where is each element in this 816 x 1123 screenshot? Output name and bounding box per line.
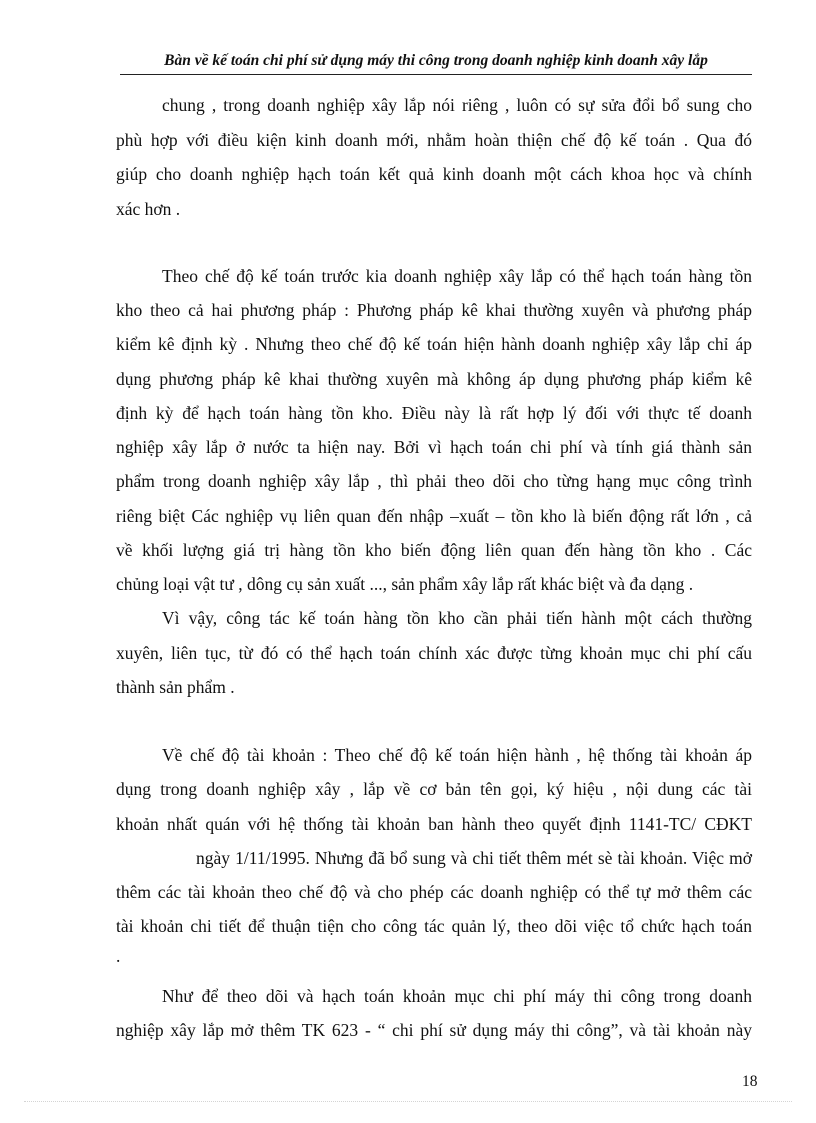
text-line: giúp cho doanh nghiệp hạch toán kết quả kinh doanh một cách khoa học và chính [116,164,752,184]
text-line: tài khoản chi tiết để thuận tiện cho công tác quản lý, theo dõi việc tổ chức hạch toán [116,916,752,936]
text-line: phẩm trong doanh nghiệp xây lắp , thì phải theo dõi cho từng hạng mục công trình [116,471,752,491]
text-line: dụng trong doanh nghiệp xây , lắp về cơ bản tên gọi, ký hiệu , nội dung các tài [116,779,752,799]
text-line: chủng loại vật tư , dông cụ sản xuất ..., sản phẩm xây lắp rất khác biệt và đa dạng . [116,574,694,594]
text-line: phù hợp với điều kiện kinh doanh mới, nhằm hoàn thiện chế độ kế toán . Qua đó [116,130,752,150]
text-line: về khối lượng giá trị hàng tồn kho biến động liên quan đến hàng tồn kho . Các [116,540,752,560]
text-line: Như để theo dõi và hạch toán khoản mục chi phí máy thi công trong doanh [162,986,752,1006]
text-line: thành sản phẩm . [116,677,235,697]
text-line: ngày 1/11/1995. Nhưng đã bổ sung và chi tiết thêm mét sè tài khoản. Việc mở [196,848,752,868]
footer-divider [24,1101,792,1102]
text-line: thêm các tài khoản theo chế độ và cho phép các doanh nghiệp có thể tự mở thêm các [116,882,752,902]
text-line: Theo chế độ kế toán trước kia doanh nghiệp xây lắp có thể hạch toán hàng tồn [162,266,752,286]
text-line: nghiệp xây lắp mở thêm TK 623 - “ chi phí sử dụng máy thi công”, và tài khoản này [116,1020,752,1040]
text-line: kiểm kê định kỳ . Nhưng theo chế độ kế toán hiện hành doanh nghiệp xây lắp chỉ áp [116,334,752,354]
text-line: xuyên, liên tục, từ đó có thể hạch toán chính xác được từng khoản mục chi phí cấu [116,643,752,663]
text-line: chung , trong doanh nghiệp xây lắp nói riêng , luôn có sự sửa đổi bổ sung cho [162,95,752,115]
text-line: xác hơn . [116,199,181,219]
text-line: kho theo cả hai phương pháp : Phương pháp kê khai thường xuyên và phương pháp [116,300,752,320]
text-line: Vì vậy, công tác kế toán hàng tồn kho cần phải tiến hành một cách thường [162,608,752,628]
text-line: nghiệp xây lắp ở nước ta hiện nay. Bởi vì hạch toán chi phí và tính giá thành sản [116,437,752,457]
text-line: Về chế độ tài khoản : Theo chế độ kế toán hiện hành , hệ thống tài khoản áp [162,745,752,765]
text-line: định kỳ để hạch toán hàng tồn kho. Điều này là rất hợp lý đối với thực tế doanh [116,403,752,423]
page-number: 18 [742,1073,758,1090]
text-line: khoản nhất quán với hệ thống tài khoản ban hành theo quyết định 1141-TC/ CĐKT [116,814,752,834]
text-line: riêng biệt Các nghiệp vụ liên quan đến nhập –xuất – tồn kho là biến động rất lớn , cả [116,506,752,526]
header-rule [120,74,752,75]
text-line: . [116,946,121,966]
text-line: dụng phương pháp kê khai thường xuyên mà không áp dụng phương pháp kiểm kê [116,369,752,389]
running-header: Bàn về kế toán chi phí sử dụng máy thi công trong doanh nghiệp kinh doanh xây lắp [164,52,708,69]
